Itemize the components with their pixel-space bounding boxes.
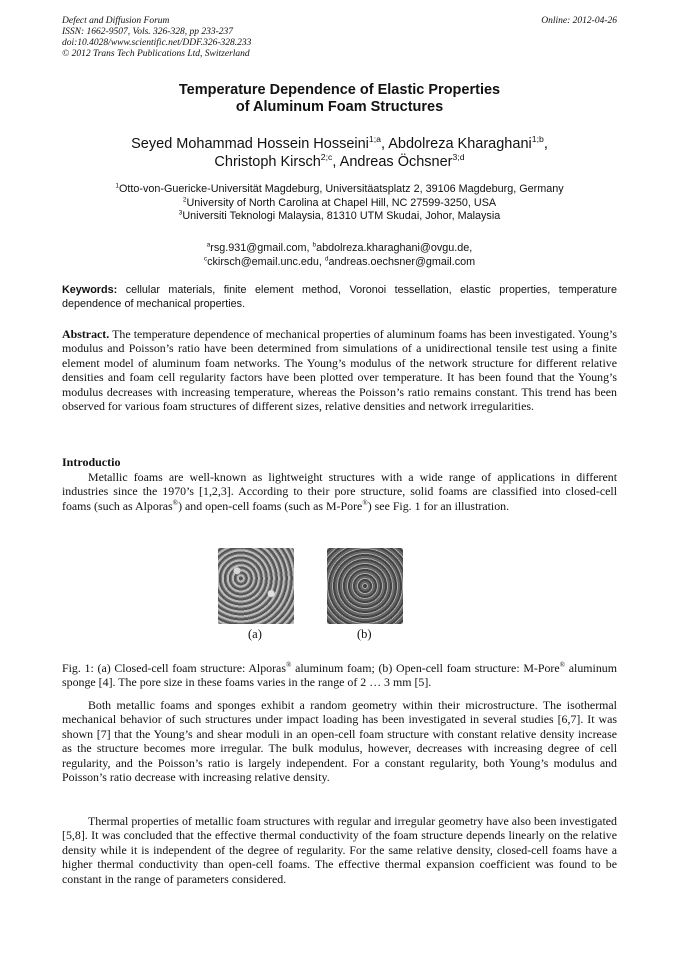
email-c[interactable]: ckirsch@email.unc.edu, xyxy=(207,256,322,268)
affiliation-1: $^1$Otto-von-Guericke-Universität Magdeburg, Universitäatsplatz 2, 39106 Magdeburg, Germany xyxy=(115,182,564,195)
figure-label-b: (b) xyxy=(357,627,372,641)
body-paragraph-2: Both metallic foams and sponges exhibit a random geometry within their microstructure. The isothermal mechanical behavior of such structures under impact loading has been investigated in several studies [6,7]. It was shown [7] that the Young’s and shear moduli in an open-cell foam structure with constant relative density increase as the structure becomes more irregular. The bulk modulus, however, decreases with increasing degree of cell regularity, and the Poisson’s ratio is largely independent. For a constant regularity, both Young’s modulus and Poisson’s ratio decrease with increasing relative density. xyxy=(62,698,617,785)
email-a[interactable]: rsg.931@gmail.com, xyxy=(210,242,310,254)
journal-name: Defect and Diffusion Forum xyxy=(62,16,170,26)
issn-line: ISSN: 1662-9507, Vols. 326-328, pp 233-237 xyxy=(62,27,233,37)
figure-label-a: (a) xyxy=(248,627,262,641)
body-paragraph-3: Thermal properties of metallic foam structures with regular and irregular geometry have also been investigated [5,8]. It was concluded that the effective thermal conductivity of the foam structure depends linearly on the relative density while it is independent of the degree of regularity. For the same relative density, closed-cell foams have a higher thermal conductivity than open-cell foams. The effective thermal expansion coefficient was found to be constant in the range of parameters considered. xyxy=(62,814,617,886)
keywords-label: Keywords: xyxy=(62,284,118,296)
email-d[interactable]: andreas.oechsner@gmail.com xyxy=(328,256,476,268)
affiliation-2: $^2$University of North Carolina at Chapel Hill, NC 27599-3250, USA xyxy=(182,195,497,209)
author-2-sup: 1;b xyxy=(531,134,544,145)
author-4-sup: 3;d xyxy=(452,152,465,163)
closed-cell-foam-image xyxy=(218,548,294,624)
online-date: Online: 2012-04-26 xyxy=(541,16,617,26)
paper-title xyxy=(62,82,617,116)
title-line-2: of Aluminum Foam Structures xyxy=(235,99,444,115)
abstract-label: Abstract. xyxy=(62,327,110,341)
author-1-sup: 1;a xyxy=(368,134,381,145)
doi-line: doi:10.4028/www.scientific.net/DDF.326-328.233 xyxy=(62,38,252,48)
author-4: Andreas Öchsner xyxy=(339,154,453,170)
copyright-line: © 2012 Trans Tech Publications Ltd, Switzerland xyxy=(62,49,250,59)
section-heading-introduction: Introductio xyxy=(62,455,121,469)
email-list: $^a$rsg.931@gmail.com, $^b$abdolreza.kharaghani@ovgu.de, $^c$ckirsch@email.unc.edu, $^d$andreas.oechsner@gmail.com xyxy=(203,241,476,268)
open-cell-foam-image xyxy=(327,548,403,624)
keywords-text: cellular materials, finite element method, Voronoi tessellation, elastic properties, temperature dependence of mechanical properties. xyxy=(62,284,617,310)
email-b[interactable]: abdolreza.kharaghani@ovgu.de, xyxy=(316,242,473,254)
affiliations xyxy=(62,183,617,224)
title-line-1: Temperature Dependence of Elastic Properties xyxy=(178,82,501,98)
abstract xyxy=(62,327,617,413)
intro-paragraph: Metallic foams are well-known as lightweight structures with a wide range of applications in different industries since the 1970’s [1,2,3]. According to their pore structure, solid foams are classified into closed-cell foams (such as Alporas®) and open-cell foams (such as M-Pore®) see Fig. 1 for an illustration. xyxy=(62,470,617,513)
author-1: Seyed Mohammad Hossein Hosseini xyxy=(131,136,369,152)
keywords xyxy=(62,284,617,311)
abstract-text: The temperature dependence of mechanical properties of aluminum foams has been investigated. Young’s modulus and Poisson’s ratio have been determined from simulations of a unidirectional tensile test using a finite element model of aluminum foam networks. The Young’s modulus of the network structure for different relative densities and foam cell regularity factors have been plotted over temperature. It has been found that the Young’s modulus decreases with increasing temperature, whereas the Poisson’s ratio remains constant. This trend has been observed for various foam structures of different sizes, relative densities and network irregularities. xyxy=(62,327,617,414)
affiliation-3: $^3$Universiti Teknologi Malaysia, 81310 UTM Skudai, Johor, Malaysia xyxy=(178,209,501,222)
author-3-sup: 2;c xyxy=(320,152,333,163)
author-list: Seyed Mohammad Hossein Hosseini$^{1;a}$, Abdolreza Kharaghani$^{1;b}$, Christoph Kirsch$^{2;c}$, Andreas Öchsner$^{3;d}$ xyxy=(131,134,548,170)
journal-header xyxy=(62,16,617,60)
figure-caption: Fig. 1: (a) Closed-cell foam structure: Alporas® aluminum foam; (b) Open-cell foam structure: M-Pore® aluminum sponge [4]. The pore size in these foams varies in the range of 2 … 3 mm [5]. xyxy=(62,661,617,690)
author-2: Abdolreza Kharaghani xyxy=(388,136,532,152)
author-3: Christoph Kirsch xyxy=(214,154,321,170)
